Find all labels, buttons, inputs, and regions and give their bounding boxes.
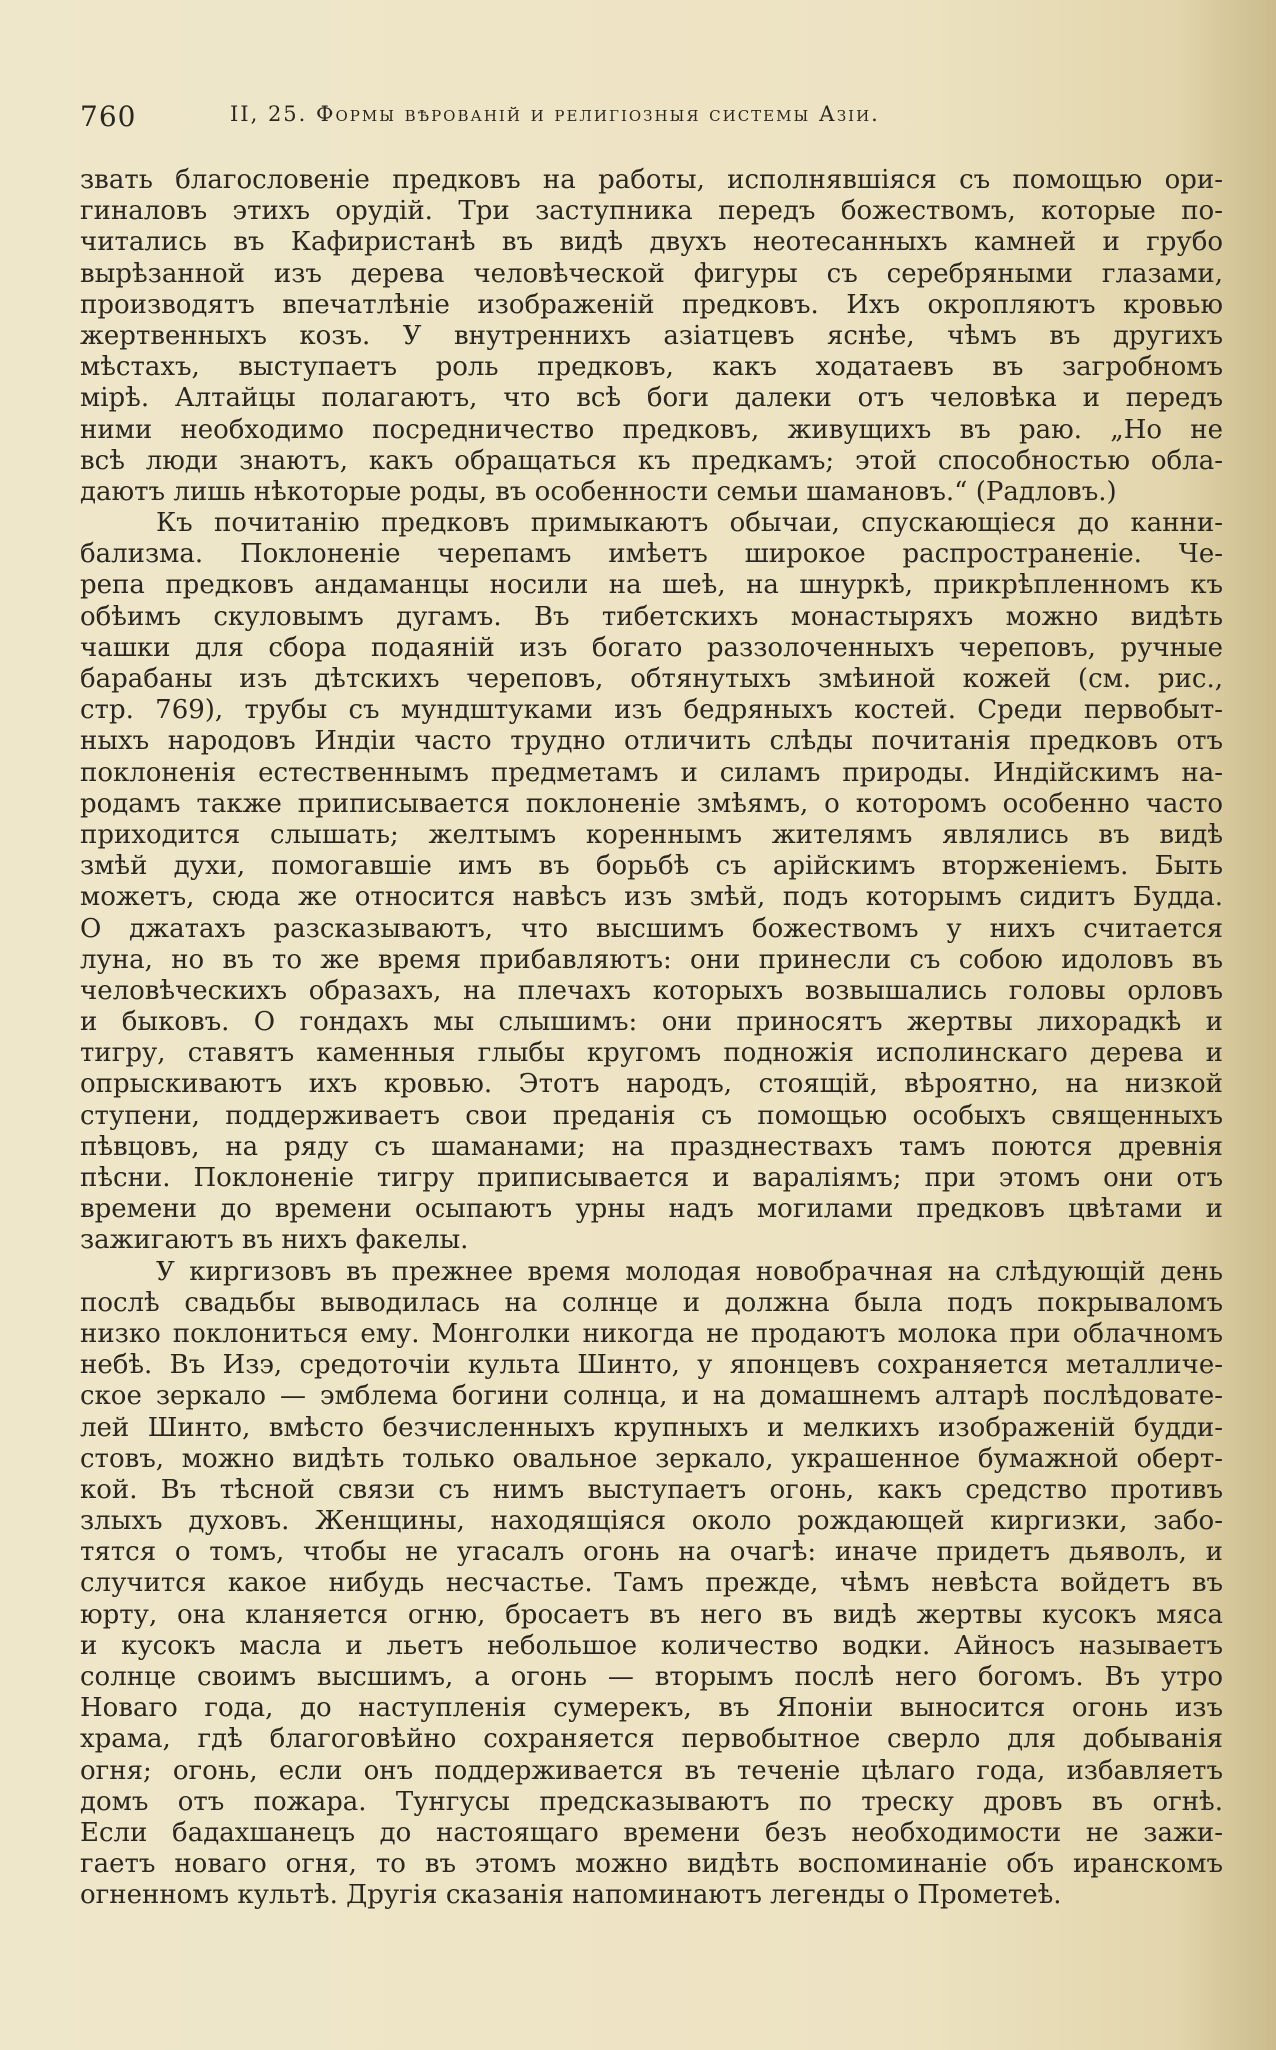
text-line: человѣческихъ образахъ, на плечахъ которыхъ возвышались головы орловъ [80, 975, 1223, 1006]
text-line: ними необходимо посредничество предковъ, живущихъ въ раю. „Но не [80, 414, 1223, 445]
text-line: ныхъ народовъ Индіи часто трудно отличить слѣды почитанія предковъ отъ [80, 726, 1223, 757]
text-line: барабаны изъ дѣтскихъ череповъ, обтянутыхъ змѣиной кожей (см. рис., [80, 664, 1223, 694]
paragraph [80, 1257, 1223, 1912]
text-line: опрыскиваютъ ихъ кровью. Этотъ народъ, стоящій, вѣроятно, на низкой [80, 1069, 1223, 1100]
text-line: Къ почитанію предковъ примыкаютъ обычаи, спускающіеся до канни- [156, 508, 1223, 539]
text-line: родамъ также приписывается поклоненіе змѣямъ, о которомъ особенно часто [80, 788, 1223, 819]
text-line: приходится слышать; желтымъ кореннымъ жителямъ являлись въ видѣ [80, 819, 1223, 850]
text-line: гиналовъ этихъ орудій. Три заступника передъ божествомъ, которые по- [80, 196, 1223, 227]
text-line: злыхъ духовъ. Женщины, находящіяся около рождающей киргизки, забо- [80, 1506, 1223, 1537]
text-line: тигру, ставятъ каменныя глыбы кругомъ подножія исполинскаго дерева и [80, 1038, 1223, 1069]
text-line: ское зеркало — эмблема богини солнца, и на домашнемъ алтарѣ послѣдовате- [80, 1381, 1223, 1412]
running-head: II, 25. Формы вѣрованій и религіозныя системы Азіи. [230, 102, 880, 126]
text-line: огня; огонь, если онъ поддерживается въ теченіе цѣлаго года, избавляетъ [80, 1755, 1223, 1786]
text-line: небѣ. Въ Изэ, средоточіи культа Шинто, у японцевъ сохраняется металличе- [80, 1350, 1223, 1381]
text-line: ступени, поддерживаетъ свои преданія съ помощью особыхъ священныхъ [80, 1100, 1223, 1131]
text-line: солнце своимъ высшимъ, а огонь — вторымъ послѣ него богомъ. Въ утро [80, 1662, 1223, 1692]
text-line: луна, но въ то же время прибавляютъ: они принесли съ собою идоловъ въ [80, 944, 1223, 975]
body-text [80, 165, 1223, 1912]
text-line: зажигаютъ въ нихъ факелы. [80, 1225, 469, 1256]
text-line: пѣсни. Поклоненіе тигру приписывается и вараліямъ; при этомъ они отъ [80, 1163, 1223, 1193]
text-line: низко поклониться ему. Монголки никогда не продаютъ молока при облачномъ [80, 1318, 1223, 1349]
text-line: читались въ Кафиристанѣ въ видѣ двухъ неотесанныхъ камней и грубо [80, 227, 1223, 258]
text-line: можетъ, сюда же относится навѣсъ изъ змѣй, подъ которымъ сидитъ Будда. [80, 882, 1223, 913]
page-number: 760 [80, 100, 137, 133]
text-line: репа предковъ андаманцы носили на шеѣ, на шнуркѣ, прикрѣпленномъ къ [80, 570, 1223, 601]
text-line: всѣ люди знаютъ, какъ обращаться къ предкамъ; этой способностью обла- [80, 445, 1223, 476]
text-line: стр. 769), трубы съ мундштуками изъ бедряныхъ костей. Среди первобыт- [80, 695, 1223, 726]
text-line: мірѣ. Алтайцы полагаютъ, что всѣ боги далеки отъ человѣка и передъ [80, 383, 1223, 414]
text-line: бализма. Поклоненіе черепамъ имѣетъ широкое распространеніе. Че- [80, 539, 1223, 570]
text-line: Новаго года, до наступленія сумерекъ, въ Японіи выносится огонь изъ [80, 1693, 1223, 1724]
text-line: чашки для сбора подаяній изъ богато раззолоченныхъ череповъ, ручные [80, 632, 1223, 663]
page-header [80, 100, 1240, 140]
text-line: звать благословеніе предковъ на работы, исполнявшіяся съ помощью ори- [80, 165, 1223, 195]
text-line: огненномъ культѣ. Другія сказанія напоминаютъ легенды о Прометеѣ. [80, 1880, 1062, 1911]
text-line: Если бадахшанецъ до настоящаго времени безъ необходимости не зажи- [80, 1817, 1223, 1848]
text-line: поклоненія естественнымъ предметамъ и силамъ природы. Индійскимъ на- [80, 757, 1223, 788]
paragraph [80, 508, 1223, 1257]
text-line: жертвенныхъ козъ. У внутреннихъ азіатцевъ яснѣе, чѣмъ въ другихъ [80, 320, 1223, 351]
text-line: вырѣзанной изъ дерева человѣческой фигуры съ серебряными глазами, [80, 258, 1223, 289]
text-line: и кусокъ масла и льетъ небольшое количество водки. Айносъ называетъ [80, 1630, 1223, 1661]
text-line: домъ отъ пожара. Тунгусы предсказываютъ по треску дровъ въ огнѣ. [80, 1786, 1223, 1817]
text-line: времени до времени осыпаютъ урны надъ могилами предковъ цвѣтами и [80, 1194, 1223, 1225]
text-line: производятъ впечатлѣніе изображеній предковъ. Ихъ окропляютъ кровью [80, 289, 1223, 320]
text-line: юрту, она кланяется огню, бросаетъ въ него въ видѣ жертвы кусокъ мяса [80, 1599, 1223, 1630]
text-line: кой. Въ тѣсной связи съ нимъ выступаетъ огонь, какъ средство противъ [80, 1474, 1223, 1505]
text-line: гаетъ новаго огня, то въ этомъ можно видѣть воспоминаніе объ иранскомъ [80, 1849, 1223, 1880]
paragraph [80, 165, 1223, 508]
text-line: мѣстахъ, выступаетъ роль предковъ, какъ ходатаевъ въ загробномъ [80, 352, 1223, 383]
text-line: обѣимъ скуловымъ дугамъ. Въ тибетскихъ монастыряхъ можно видѣть [80, 601, 1223, 632]
text-line: даютъ лишь нѣкоторые роды, въ особенности семьи шамановъ.“ (Радловъ.) [80, 476, 1117, 507]
text-line: О джатахъ разсказываютъ, что высшимъ божествомъ у нихъ считается [80, 913, 1223, 944]
text-line: змѣй духи, помогавшіе имъ въ борьбѣ съ арійскимъ вторженіемъ. Быть [80, 851, 1223, 882]
text-line: стовъ, можно видѣть только овальное зеркало, украшенное бумажной оберт- [80, 1443, 1223, 1474]
text-line: У киргизовъ въ прежнее время молодая новобрачная на слѣдующій день [156, 1256, 1223, 1287]
text-line: пѣвцовъ, на ряду съ шаманами; на празднествахъ тамъ поются древнія [80, 1131, 1223, 1162]
text-line: храма, гдѣ благоговѣйно сохраняется первобытное сверло для добыванія [80, 1724, 1223, 1755]
text-line: случится какое нибудь несчастье. Тамъ прежде, чѣмъ невѣста войдетъ въ [80, 1568, 1223, 1599]
text-line: и быковъ. О гондахъ мы слышимъ: они приносятъ жертвы лихорадкѣ и [80, 1007, 1223, 1038]
text-line: послѣ свадьбы выводилась на солнце и должна была подъ покрываломъ [80, 1287, 1223, 1318]
text-line: тятся о томъ, чтобы не угасалъ огонь на очагѣ: иначе придетъ дьяволъ, и [80, 1537, 1223, 1568]
text-line: лей Шинто, вмѣсто безчисленныхъ крупныхъ и мелкихъ изображеній будди- [80, 1412, 1223, 1443]
